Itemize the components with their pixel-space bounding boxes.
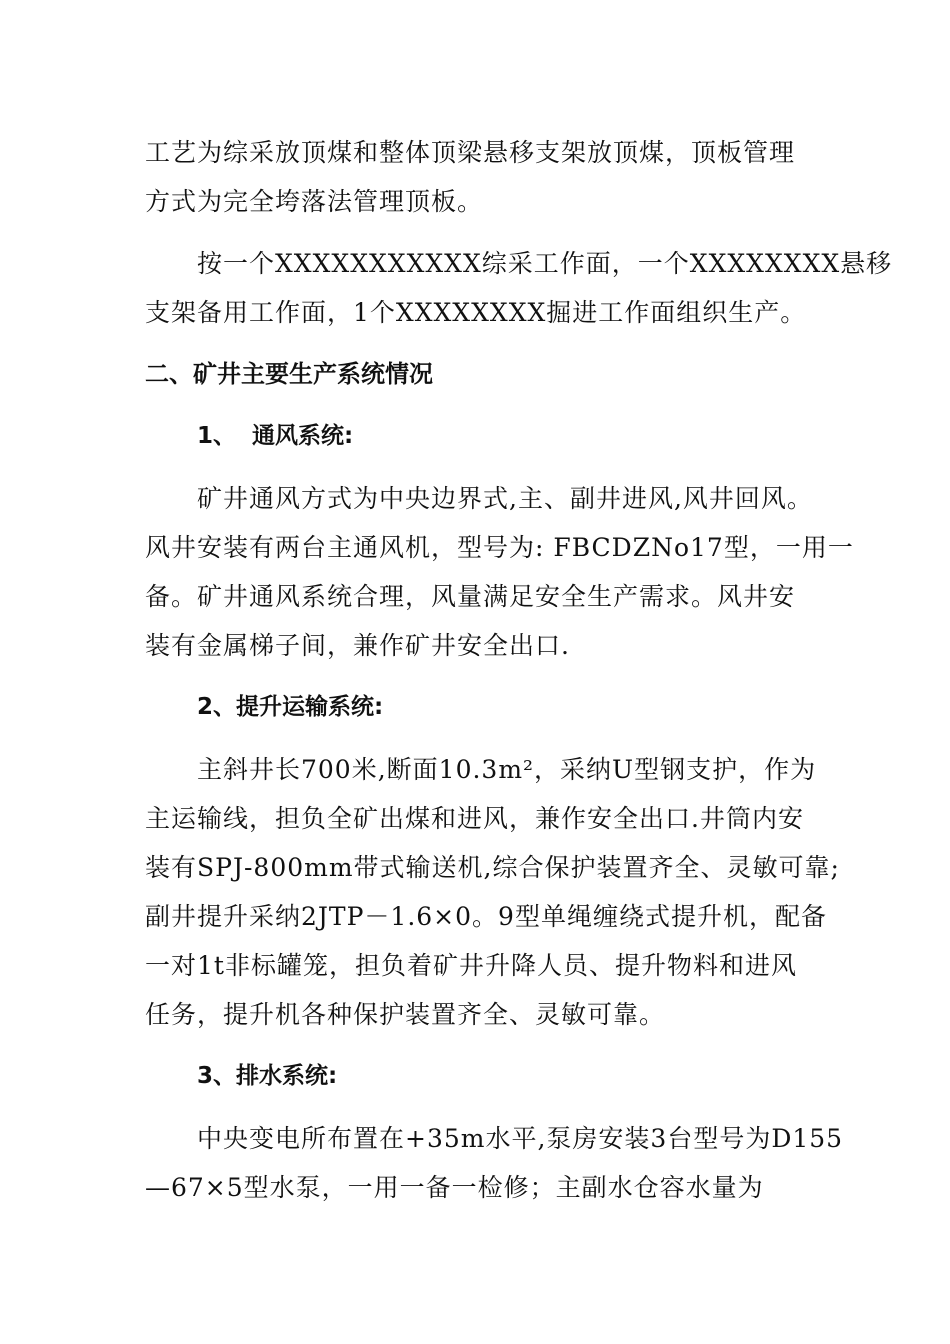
- paragraph-hoisting: [145, 745, 840, 1039]
- text-line: 一对1t非标罐笼，担负着矿井升降人员、提升物料和进风: [145, 951, 797, 980]
- text-line: 主斜井长700米,断面10.3m²，采纳U型钢支护，作为: [197, 755, 817, 784]
- text-line: 按一个XXXXXXXXXXX综采工作面，一个XXXXXXXX悬移: [197, 249, 893, 278]
- text-line: 任务，提升机各种保护装置齐全、灵敏可靠。: [145, 1000, 666, 1029]
- subsection-heading-drainage: 3、排水系统:: [197, 1063, 338, 1089]
- text-line: 主运输线，担负全矿出煤和进风，兼作安全出口.井筒内安: [145, 804, 804, 833]
- text-line: —67×5型水泵，一用一备一检修；主副水仓容水量为: [145, 1173, 764, 1202]
- text-line: 装有SPJ-800mm带式输送机,综合保护装置齐全、灵敏可靠;: [145, 853, 840, 882]
- document-body: [145, 128, 893, 1212]
- text-line: 中央变电所布置在+35m水平,泵房安装3台型号为D155: [197, 1124, 844, 1153]
- text-line: 方式为完全垮落法管理顶板。: [145, 187, 484, 216]
- section-heading: 二、矿井主要生产系统情况: [145, 360, 433, 388]
- paragraph-ventilation: [145, 474, 854, 670]
- paragraph-work-faces: [145, 239, 893, 337]
- text-line: 备。矿井通风系统合理，风量满足安全生产需求。风井安: [145, 582, 796, 611]
- text-line: 矿井通风方式为中央边界式,主、副井进风,风井回风。: [197, 484, 813, 513]
- subsection-heading-ventilation: 1、 通风系统:: [197, 423, 354, 449]
- paragraph-mining-method: [145, 128, 825, 226]
- subsection-heading-hoisting: 2、提升运输系统:: [197, 694, 384, 720]
- text-line: 支架备用工作面，1个XXXXXXXX掘进工作面组织生产。: [145, 298, 807, 327]
- text-line: 工艺为综采放顶煤和整体顶梁悬移支架放顶煤，顶板管理: [145, 138, 796, 167]
- text-line: 风井安装有两台主通风机，型号为: FBCDZNo17型，一用一: [145, 533, 854, 562]
- text-line: 装有金属梯子间，兼作矿井安全出口.: [145, 631, 570, 660]
- text-line: 副井提升采纳2JTP－1.6×0。9型单绳缠绕式提升机，配备: [145, 902, 827, 931]
- paragraph-drainage: [145, 1114, 844, 1212]
